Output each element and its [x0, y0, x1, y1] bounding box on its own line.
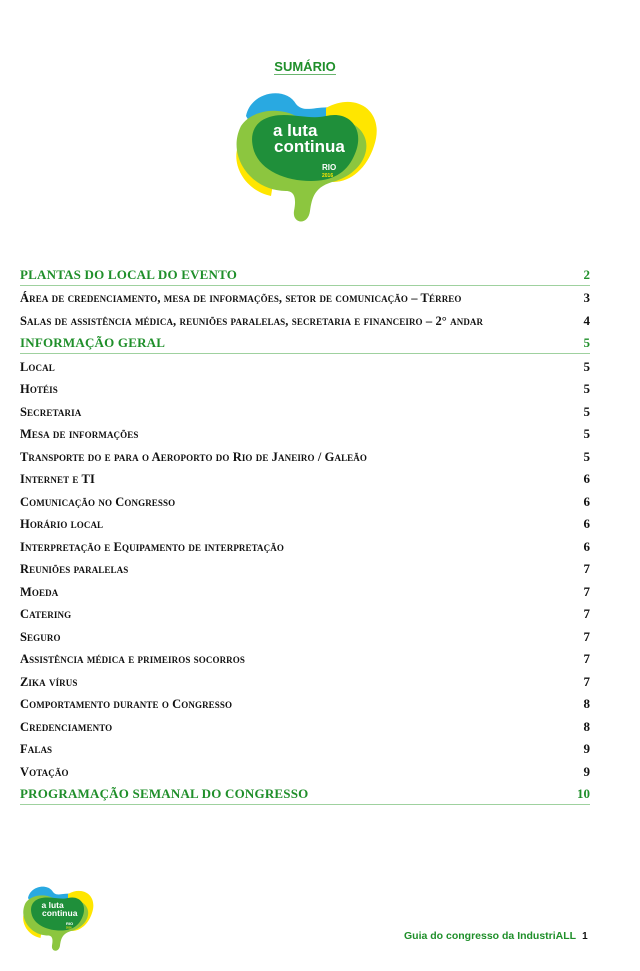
toc-entry[interactable]: [20, 286, 590, 309]
logo-small-text-line2: continua: [42, 908, 78, 918]
toc-entry[interactable]: [20, 579, 590, 602]
toc-entry-label: Secretaria: [20, 404, 82, 419]
toc-entry-label: Interpretação e Equipamento de interpretação: [20, 539, 284, 554]
toc-entry-label: INFORMAÇÃO GERAL: [20, 335, 166, 350]
toc-entry-label: Transporte do e para o Aeroporto do Rio de Janeiro / Galeão: [20, 449, 367, 464]
toc-entry-label: Assistência médica e primeiros socorros: [20, 652, 245, 666]
logo-small-badge-rio: RIO: [66, 921, 74, 926]
toc-entry-page-number: 2: [583, 266, 590, 282]
toc-entry[interactable]: [20, 467, 590, 490]
toc-entry-page-number: 7: [583, 561, 590, 576]
toc-entry-label: Reuniões paralelas: [20, 562, 129, 576]
toc-entry[interactable]: [20, 399, 590, 422]
toc-entry-page-number: 4: [583, 312, 590, 328]
toc-entry-page-number: 5: [583, 381, 590, 396]
toc-entry-label: Comportamento durante o Congresso: [20, 697, 233, 711]
logo-text-line2: continua: [274, 137, 345, 156]
toc-entry[interactable]: [20, 624, 590, 647]
toc-entry-page-number: 6: [583, 538, 590, 554]
toc-entry-label: Horário local: [20, 517, 104, 531]
toc-entry-page-number: 3: [583, 290, 590, 305]
toc-entry-label: Seguro: [20, 629, 61, 644]
toc-entry[interactable]: [20, 534, 590, 557]
toc-entry[interactable]: [20, 669, 590, 692]
logo-small-text-line1: a luta: [41, 900, 64, 910]
page-title-text: SUMÁRIO: [274, 59, 336, 74]
toc-entry-page-number: 7: [583, 673, 590, 689]
toc-entry[interactable]: [20, 489, 590, 512]
toc-entry[interactable]: [20, 354, 590, 377]
toc-entry[interactable]: [20, 512, 590, 535]
toc-entry-page-number: 8: [583, 696, 590, 711]
logo-text-line1: a luta: [273, 121, 318, 140]
page-number: 1: [582, 931, 588, 942]
toc-entry-label: Zika vírus: [20, 674, 78, 689]
logo-badge-year: 2016: [322, 173, 334, 179]
toc-section-entry[interactable]: [20, 331, 590, 355]
toc-entry-page-number: 5: [583, 448, 590, 464]
toc-entry-label: Área de credenciamento, mesa de informações, setor de comunicação – Térreo: [20, 291, 462, 305]
toc-entry-page-number: 7: [583, 583, 590, 599]
toc-entry-label: Catering: [20, 607, 72, 621]
toc-entry[interactable]: [20, 647, 590, 670]
page-footer: [404, 930, 588, 942]
toc-entry[interactable]: [20, 714, 590, 737]
toc-entry[interactable]: [20, 308, 590, 331]
a-luta-continua-logo: [226, 86, 386, 226]
toc-entry[interactable]: [20, 692, 590, 715]
toc-entry-page-number: 6: [583, 471, 590, 486]
toc-entry-label: PLANTAS DO LOCAL DO EVENTO: [20, 266, 238, 282]
toc-section-entry[interactable]: [20, 262, 590, 286]
toc-entry[interactable]: [20, 737, 590, 760]
toc-entry-page-number: 5: [583, 358, 590, 374]
toc-entry-label: Votação: [20, 764, 69, 779]
toc-entry-label: Moeda: [20, 584, 59, 599]
toc-entry-page-number: 7: [583, 628, 590, 644]
toc-entry-page-number: 8: [583, 718, 590, 734]
toc-entry-page-number: 10: [577, 786, 590, 801]
toc-entry-label: Falas: [20, 742, 53, 756]
page-title: [0, 59, 610, 74]
toc-entry[interactable]: [20, 444, 590, 467]
toc-entry-label: Hotéis: [20, 382, 58, 396]
toc-entry-page-number: 9: [583, 763, 590, 779]
toc-section-entry[interactable]: [20, 782, 590, 806]
toc-entry[interactable]: [20, 422, 590, 445]
toc-entry-page-number: 6: [583, 493, 590, 509]
toc-entry-page-number: 6: [583, 516, 590, 531]
toc-entry-label: PROGRAMAÇÃO SEMANAL DO CONGRESSO: [20, 786, 309, 801]
toc-entry[interactable]: [20, 602, 590, 625]
toc-entry-page-number: 5: [583, 403, 590, 419]
toc-entry-label: Local: [20, 359, 55, 374]
toc-entry-label: Internet e TI: [20, 472, 95, 486]
logo-badge-rio: RIO: [322, 163, 337, 172]
table-of-contents: [20, 262, 590, 805]
a-luta-continua-logo-small: [18, 878, 98, 958]
footer-text: Guia do congresso da IndustriALL: [404, 930, 577, 942]
toc-entry-page-number: 5: [583, 335, 590, 350]
toc-entry[interactable]: [20, 377, 590, 400]
toc-entry-label: Credenciamento: [20, 719, 113, 734]
toc-entry[interactable]: [20, 557, 590, 580]
toc-entry-label: Salas de assistência médica, reuniões paralelas, secretaria e financeiro – 2° andar: [20, 313, 484, 328]
toc-entry[interactable]: [20, 759, 590, 782]
toc-entry-label: Mesa de informações: [20, 427, 139, 441]
toc-entry-page-number: 7: [583, 606, 590, 621]
toc-entry-label: Comunicação no Congresso: [20, 494, 176, 509]
toc-entry-page-number: 9: [583, 741, 590, 756]
toc-entry-page-number: 7: [583, 651, 590, 666]
logo-small-badge-year: 2016: [66, 926, 72, 930]
toc-entry-page-number: 5: [583, 426, 590, 441]
